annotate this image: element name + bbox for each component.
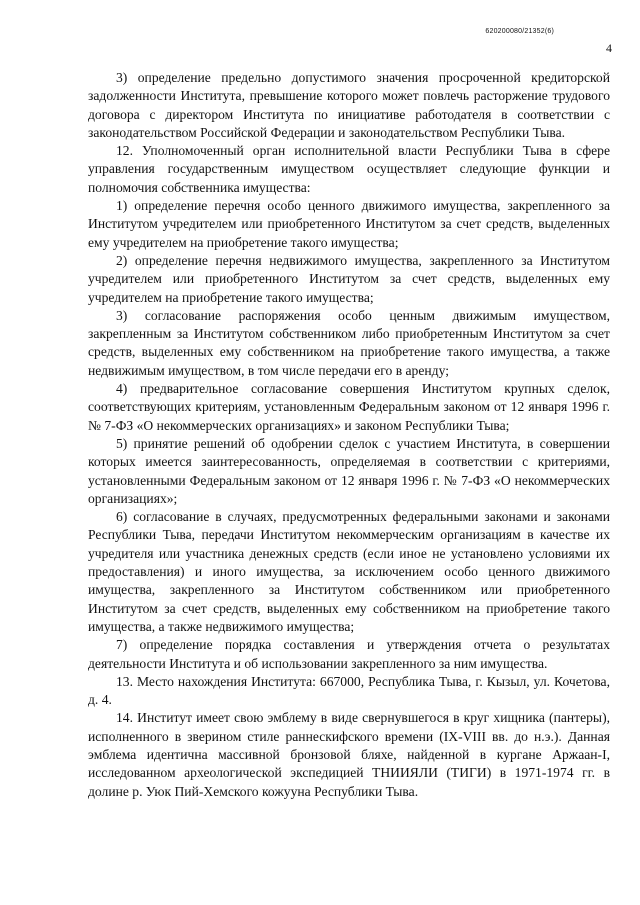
page-number: 4 bbox=[606, 41, 612, 55]
paragraph-12-6-transfer-approval: 6) согласование в случаях, предусмотренных федеральными законами и законами Республики Тыва, передачи Институтом некоммерческим организациям в качестве их учредителя или участника денежных средств (если иное не установлено условиями их предоставления) и иного имущества, за исключением особо ценного движимого имущества, закрепленного за Институтом собственником или приобретенного Институтом за счет средств, выделенных ему собственником на приобретение такого имущества, а также недвижимого имущества; bbox=[88, 509, 610, 634]
document-code: 620200080/21352(6) bbox=[485, 28, 554, 35]
document-body bbox=[88, 69, 610, 801]
paragraph-12-7-report-procedure: 7) определение порядка составления и утверждения отчета о результатах деятельности Института и об использовании закрепленного за ним имущества. bbox=[88, 637, 610, 671]
paragraph-12-5-interested-deals: 5) принятие решений об одобрении сделок с участием Института, в совершении которых имеется заинтересованность, определяемая в соответствии с критериями, установленными Федеральным законом от 12 января 1996 г. № 7-ФЗ «О некоммерческих организациях»; bbox=[88, 435, 610, 506]
paragraph-14-emblem: 14. Институт имеет свою эмблему в виде свернувшегося в круг хищника (пантеры), исполненного в зверином стиле раннескифского времени (IX-VIII вв. до н.э.). Данная эмблема идентична массивной бронзовой бляхе, найденной в кургане Аржаан-I, исследованном археологической экспедицией ТНИИЯЛИ (ТИГИ) в 1971-1974 гг. в долине р. Уюк Пий-Хемского кожууна Республики Тыва. bbox=[88, 710, 610, 799]
paragraph-12-4-major-deals: 4) предварительное согласование совершения Институтом крупных сделок, соответствующих критериям, установленным Федеральным законом от 12 января 1996 г. № 7-ФЗ «О некоммерческих организациях» и законом Республики Тыва; bbox=[88, 381, 610, 433]
paragraph-13-location: 13. Место нахождения Института: 667000, Республика Тыва, г. Кызыл, ул. Кочетова, д. 4. bbox=[88, 673, 610, 708]
paragraph-12-2-real-estate: 2) определение перечня недвижимого имущества, закрепленного за Институтом учредителем или приобретенного Институтом за счет средств, выделенных ему учредителем на приобретение такого имущества; bbox=[88, 252, 610, 305]
paragraph-12-3-disposal-approval: 3) согласование распоряжения особо ценным движимым имуществом, закрепленным за Институтом собственником либо приобретенным Институтом за счет средств, выделенных ему собственником на приобретение такого имущества, а также недвижимым имуществом, в том числе передачи его в аренду; bbox=[88, 307, 610, 378]
paragraph-12-authority: 12. Уполномоченный орган исполнительной власти Республики Тыва в сфере управления государственным имуществом осуществляет следующие функции и полномочия собственника имущества: bbox=[88, 143, 610, 195]
paragraph-12-1-movable-property: 1) определение перечня особо ценного движимого имущества, закрепленного за Институтом учредителем или приобретенного Институтом за счет средств, выделенных ему учредителем на приобретение такого имущества; bbox=[88, 198, 610, 250]
paragraph-3-debt-limit: 3) определение предельно допустимого значения просроченной кредиторской задолженности Института, превышение которого может повлечь расторжение трудового договора с директором Института по инициативе работодателя в соответствии с законодательством Российской Федерации и законодательством Республики Тыва. bbox=[88, 70, 610, 140]
